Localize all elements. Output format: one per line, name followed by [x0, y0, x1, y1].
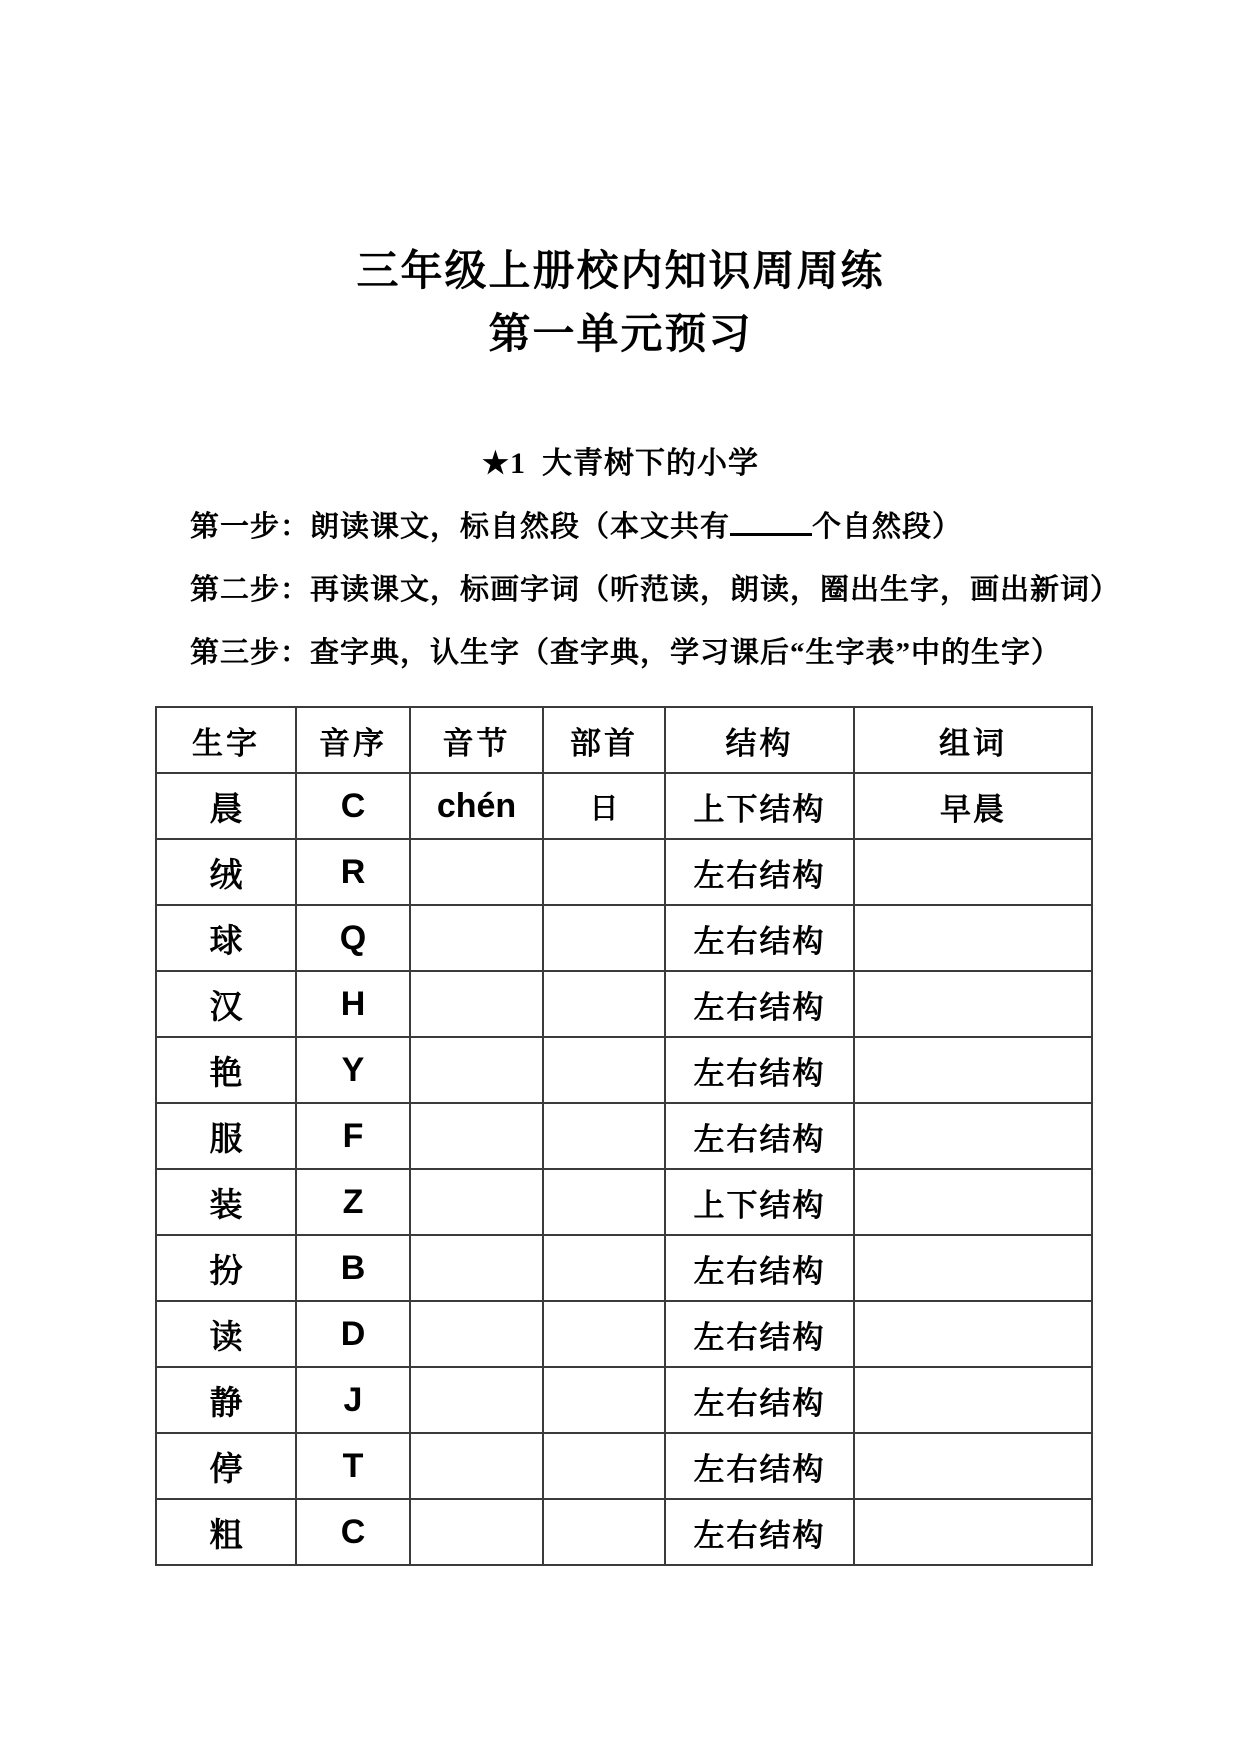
cell-initial: T	[296, 1433, 410, 1499]
cell-word	[854, 1433, 1092, 1499]
cell-word	[854, 1499, 1092, 1565]
cell-radical	[543, 971, 665, 1037]
cell-structure: 左右结构	[665, 971, 854, 1037]
table-row	[156, 1235, 1092, 1301]
table-row	[156, 1037, 1092, 1103]
step-1-text-before: 第一步：朗读课文，标自然段（本文共有	[190, 511, 731, 543]
star-icon: ★	[482, 447, 510, 480]
cell-radical: 日	[543, 773, 665, 839]
cell-hanzi: 绒	[156, 839, 296, 905]
cell-syllable	[410, 971, 543, 1037]
cell-radical	[543, 1037, 665, 1103]
document-title-line1: 三年级上册校内知识周周练	[356, 249, 885, 295]
lesson-title: 大青树下的小学	[541, 447, 759, 480]
table-row	[156, 905, 1092, 971]
cell-syllable	[410, 1499, 543, 1565]
cell-hanzi: 装	[156, 1169, 296, 1235]
fill-in-blank	[730, 533, 812, 536]
cell-radical	[543, 1235, 665, 1301]
cell-initial: C	[296, 773, 410, 839]
step-1-text-after: 个自然段）	[812, 511, 963, 543]
cell-word	[854, 971, 1092, 1037]
cell-initial: B	[296, 1235, 410, 1301]
cell-word	[854, 1169, 1092, 1235]
cell-syllable	[410, 1169, 543, 1235]
cell-syllable	[410, 905, 543, 971]
cell-initial: C	[296, 1499, 410, 1565]
cell-hanzi: 晨	[156, 773, 296, 839]
cell-word	[854, 1037, 1092, 1103]
column-header-structure: 结构	[665, 707, 854, 773]
hanzi-table	[155, 706, 1093, 1566]
table-row	[156, 1367, 1092, 1433]
cell-hanzi: 扮	[156, 1235, 296, 1301]
cell-word	[854, 905, 1092, 971]
cell-word	[854, 1367, 1092, 1433]
cell-radical	[543, 1433, 665, 1499]
lesson-number-text: 1	[509, 447, 526, 480]
cell-word	[854, 1103, 1092, 1169]
lesson-number	[482, 447, 526, 480]
cell-radical	[543, 1103, 665, 1169]
cell-structure: 左右结构	[665, 1367, 854, 1433]
column-header-syllable: 音节	[410, 707, 543, 773]
cell-syllable	[410, 1103, 543, 1169]
cell-radical	[543, 1301, 665, 1367]
cell-initial: F	[296, 1103, 410, 1169]
cell-word	[854, 839, 1092, 905]
cell-initial: Z	[296, 1169, 410, 1235]
cell-initial: J	[296, 1367, 410, 1433]
cell-syllable	[410, 1301, 543, 1367]
lesson-heading	[0, 449, 1241, 479]
cell-structure: 上下结构	[665, 773, 854, 839]
cell-syllable: chén	[410, 773, 543, 839]
table-row	[156, 971, 1092, 1037]
column-header-radical: 部首	[543, 707, 665, 773]
cell-initial: R	[296, 839, 410, 905]
cell-syllable	[410, 1037, 543, 1103]
cell-syllable	[410, 1235, 543, 1301]
cell-initial: H	[296, 971, 410, 1037]
cell-hanzi: 粗	[156, 1499, 296, 1565]
column-header-word: 组词	[854, 707, 1092, 773]
cell-radical	[543, 839, 665, 905]
cell-radical	[543, 905, 665, 971]
step-2: 第二步：再读课文，标画字词（听范读，朗读，圈出生字，画出新词）	[190, 574, 1121, 606]
table-row	[156, 1103, 1092, 1169]
table-row	[156, 1169, 1092, 1235]
cell-syllable	[410, 839, 543, 905]
cell-syllable	[410, 1367, 543, 1433]
cell-structure: 左右结构	[665, 905, 854, 971]
cell-hanzi: 球	[156, 905, 296, 971]
step-1	[190, 511, 962, 544]
cell-structure: 左右结构	[665, 1235, 854, 1301]
cell-structure: 左右结构	[665, 1103, 854, 1169]
table-row	[156, 1499, 1092, 1565]
cell-hanzi: 汉	[156, 971, 296, 1037]
cell-hanzi: 静	[156, 1367, 296, 1433]
cell-hanzi: 停	[156, 1433, 296, 1499]
cell-hanzi: 艳	[156, 1037, 296, 1103]
column-header-hanzi: 生字	[156, 707, 296, 773]
cell-initial: D	[296, 1301, 410, 1367]
cell-structure: 左右结构	[665, 1301, 854, 1367]
cell-hanzi: 读	[156, 1301, 296, 1367]
cell-word	[854, 1235, 1092, 1301]
cell-structure: 上下结构	[665, 1169, 854, 1235]
cell-syllable	[410, 1433, 543, 1499]
table-row	[156, 773, 1092, 839]
table-row	[156, 1301, 1092, 1367]
cell-word: 早晨	[854, 773, 1092, 839]
cell-structure: 左右结构	[665, 839, 854, 905]
table-row	[156, 839, 1092, 905]
cell-structure: 左右结构	[665, 1499, 854, 1565]
column-header-initial: 音序	[296, 707, 410, 773]
cell-radical	[543, 1367, 665, 1433]
cell-word	[854, 1301, 1092, 1367]
cell-initial: Y	[296, 1037, 410, 1103]
step-3: 第三步：查字典，认生字（查字典，学习课后“生字表”中的生字）	[190, 637, 1062, 669]
cell-radical	[543, 1499, 665, 1565]
cell-hanzi: 服	[156, 1103, 296, 1169]
table-row	[156, 1433, 1092, 1499]
cell-structure: 左右结构	[665, 1037, 854, 1103]
hanzi-table-body	[156, 773, 1092, 1565]
cell-initial: Q	[296, 905, 410, 971]
document-title-line2: 第一单元预习	[488, 312, 753, 358]
cell-structure: 左右结构	[665, 1433, 854, 1499]
table-header-row	[156, 707, 1092, 773]
cell-radical	[543, 1169, 665, 1235]
